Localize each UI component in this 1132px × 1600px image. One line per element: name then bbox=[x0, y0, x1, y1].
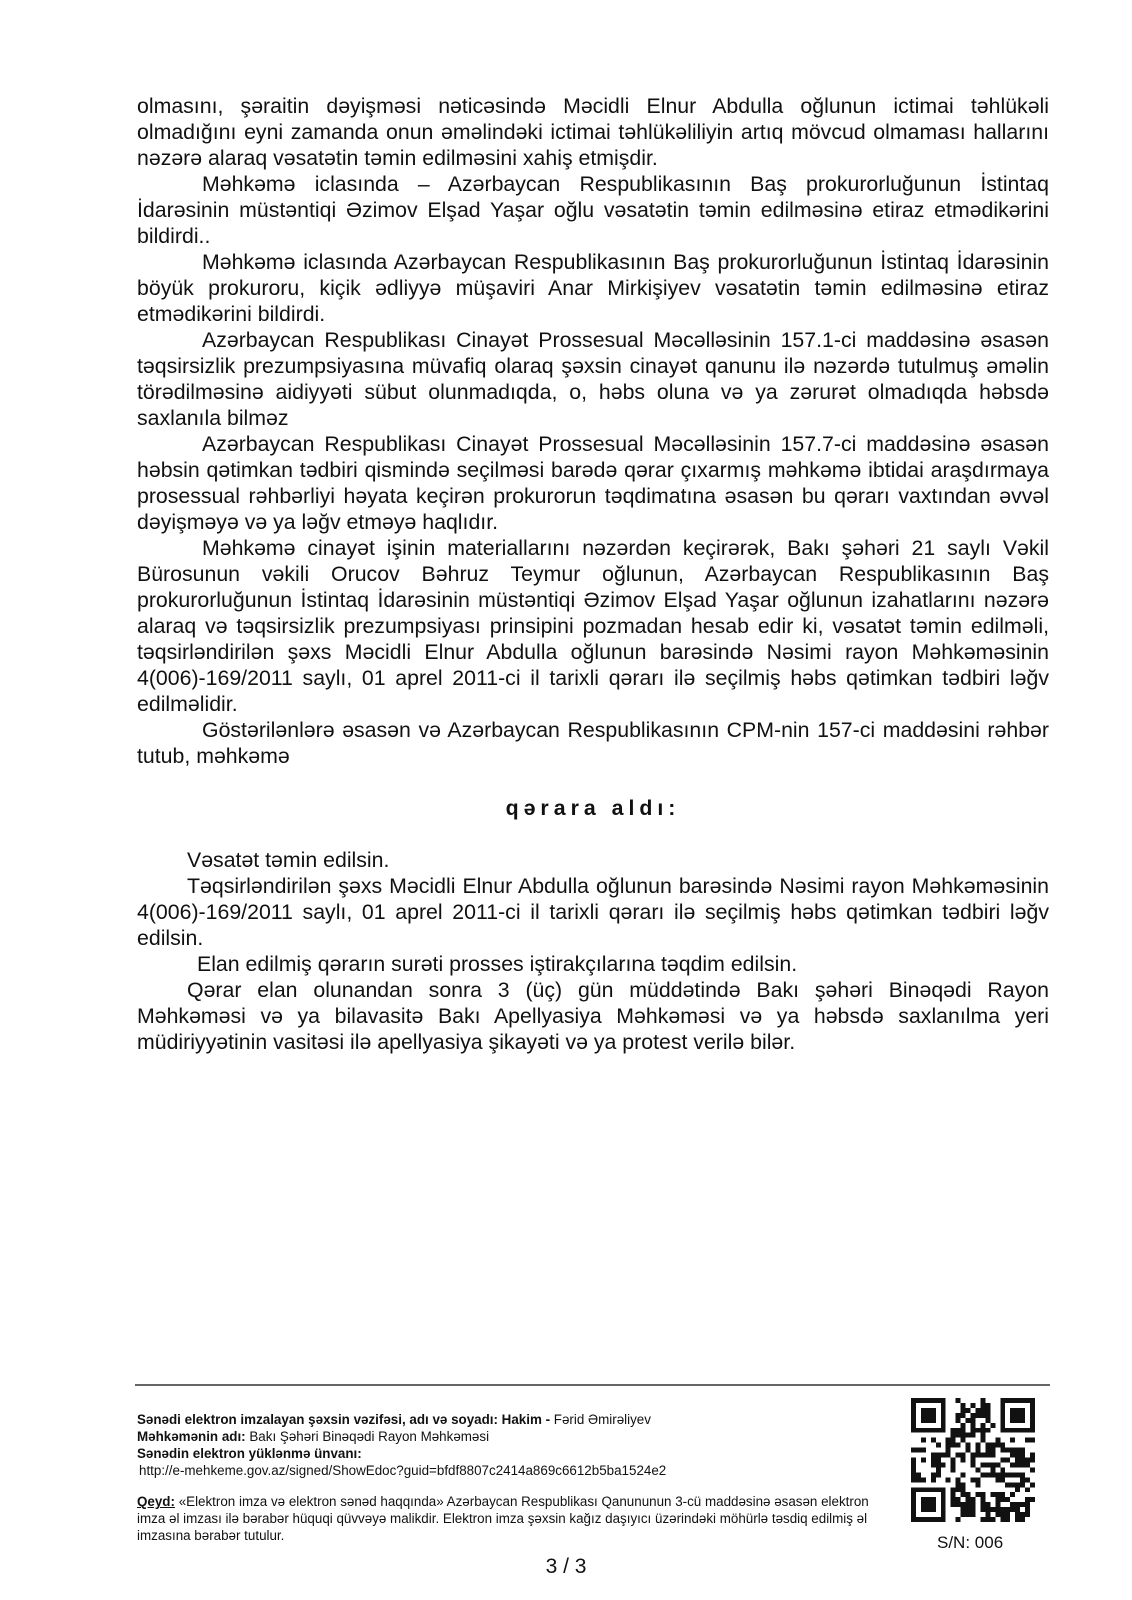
note-text: «Elektron imza və elektron sənəd haqqında» Azərbaycan Respublikası Qanununun 3-cü maddəsinə əsasən elektron imza əl imzası ilə bərabər hüquqi qüvvəyə malikdir. Elektron imza şəxsin kağız daşıyıcı üzərindəki möhürlə təsdiq edilmiş əl imzasına bərabər tutulur. bbox=[137, 1494, 869, 1543]
decision-item: Təqsirləndirilən şəxs Məcidli Elnur Abdulla oğlunun barəsində Nəsimi rayon Məhkəməsinin 4(006)-169/2011 saylı, 01 aprel 2011-ci il tarixli qərarı ilə seçilmiş həbs qətimkan tədbiri ləğv edilsin. bbox=[137, 874, 1049, 950]
decision-item: Qərar elan olunandan sonra 3 (üç) gün müddətində Bakı şəhəri Binəqədi Rayon Məhkəməsi və ya bilavasitə Bakı Apellyasiya Məhkəməsi və ya həbsdə saxlanılma yeri müdiriyyətinin vasitəsi ilə apellyasiya şikayəti və ya protest verilə bilər. bbox=[137, 978, 1049, 1054]
decision-body bbox=[137, 93, 1049, 1055]
court-line bbox=[137, 1428, 877, 1445]
paragraph: Göstərilənlərə əsasən və Azərbaycan Respublikasının CPM-nin 157-ci maddəsini rəhbər tutub, məhkəmə bbox=[137, 718, 1049, 768]
footer-divider bbox=[135, 1384, 1050, 1386]
decision-heading: qərara aldı: bbox=[505, 796, 681, 820]
decision-item: Elan edilmiş qərarın surəti prosses iştirakçılarına təqdim edilsin. bbox=[197, 952, 798, 976]
court-label: Məhkəmənin adı: bbox=[137, 1429, 246, 1444]
note-label: Qeyd: bbox=[137, 1494, 175, 1509]
paragraph: Azərbaycan Respublikası Cinayət Prossesual Məcəlləsinin 157.7-ci maddəsinə əsasən həbsin qətimkan tədbiri qismində seçilməsi barədə qərar çıxarmış məhkəmə ibtidai araşdırmaya prosessual rəhbərliyi həyata keçirən prokurorun təqdimatına əsasən bu qərarı vaxtından əvvəl dəyişməyə və ya ləğv etməyə haqlıdır. bbox=[137, 432, 1049, 534]
legal-note bbox=[137, 1493, 877, 1544]
paragraph: Azərbaycan Respublikası Cinayət Prossesual Məcəlləsinin 157.1-ci maddəsinə əsasən təqsirsizlik prezumpsiyasına müvafiq olaraq şəxsin cinayət qanunu ilə nəzərdə tutulmuş əməlin törədilməsinə aidiyyəti sübut olunmadıqda, o, həbs oluna və ya zərurət olmadıqda həbsdə saxlanıla bilməz bbox=[137, 328, 1049, 430]
serial-number: S/N: 006 bbox=[937, 1533, 1004, 1552]
paragraph: Məhkəmə cinayət işinin materiallarını nəzərdən keçirərək, Bakı şəhəri 21 saylı Vəkil Bürosunun vəkili Orucov Bəhruz Teymur oğlunun, Azərbaycan Respublikasının Baş prokurorluğunun İstintaq İdarəsinin müstəntiqi Əzimov Elşad Yaşar oğlunun izahatlarını nəzərə alaraq və təqsirsizlik prezumpsiyası prinsipini pozmadan hesab edir ki, vəsatət təmin edilməli, təqsirləndirilən şəxs Məcidli Elnur Abdulla oğlunun barəsində Nəsimi rayon Məhkəməsinin 4(006)-169/2011 saylı, 01 aprel 2011-ci il tarixli qərarı ilə seçilmiş həbs qətimkan tədbiri ləğv edilməlidir. bbox=[137, 536, 1049, 716]
decision-item: Vəsatət təmin edilsin. bbox=[187, 848, 390, 872]
paragraph: olmasını, şəraitin dəyişməsi nəticəsində Məcidli Elnur Abdulla oğlunun ictimai təhlükəli olmadığını eyni zamanda onun əməlindəki ictimai təhlükəliliyin artıq mövcud olmaması hallarını nəzərə alaraq vəsatətin təmin edilməsini xahiş etmişdir. bbox=[137, 94, 1049, 170]
document-url-link[interactable]: http://e-mehkeme.gov.az/signed/ShowEdoc?guid=bfdf8807c2414a869c6612b5ba1524e2 bbox=[139, 1463, 667, 1478]
paragraph: Məhkəmə iclasında – Azərbaycan Respublikasının Baş prokurorluğunun İstintaq İdarəsinin müstəntiqi Əzimov Elşad Yaşar oğlu vəsatətin təmin edilməsinə etiraz etmədikərini bildirdi.. bbox=[137, 172, 1049, 248]
signer-name: Fərid Əmirəliyev bbox=[553, 1412, 651, 1427]
court-name: Bakı Şəhəri Binəqədi Rayon Məhkəməsi bbox=[249, 1429, 490, 1444]
paragraph: Məhkəmə iclasında Azərbaycan Respublikasının Baş prokurorluğunun İstintaq İdarəsinin böyük prokuroru, kiçik ədliyyə müşaviri Anar Mirkişiyev vəsatətin təmin edilməsinə etiraz etmədikərini bildirdi. bbox=[137, 250, 1049, 326]
url-label: Sənədin elektron yüklənmə ünvanı: bbox=[137, 1446, 362, 1461]
signer-line bbox=[137, 1411, 877, 1428]
page-number: 3 / 3 bbox=[545, 1555, 587, 1578]
signature-footer bbox=[137, 1411, 877, 1544]
qr-code-icon bbox=[911, 1398, 1035, 1522]
signer-label: Sənədi elektron imzalayan şəxsin vəzifəsi, adı və soyadı: Hakim - bbox=[137, 1412, 551, 1427]
